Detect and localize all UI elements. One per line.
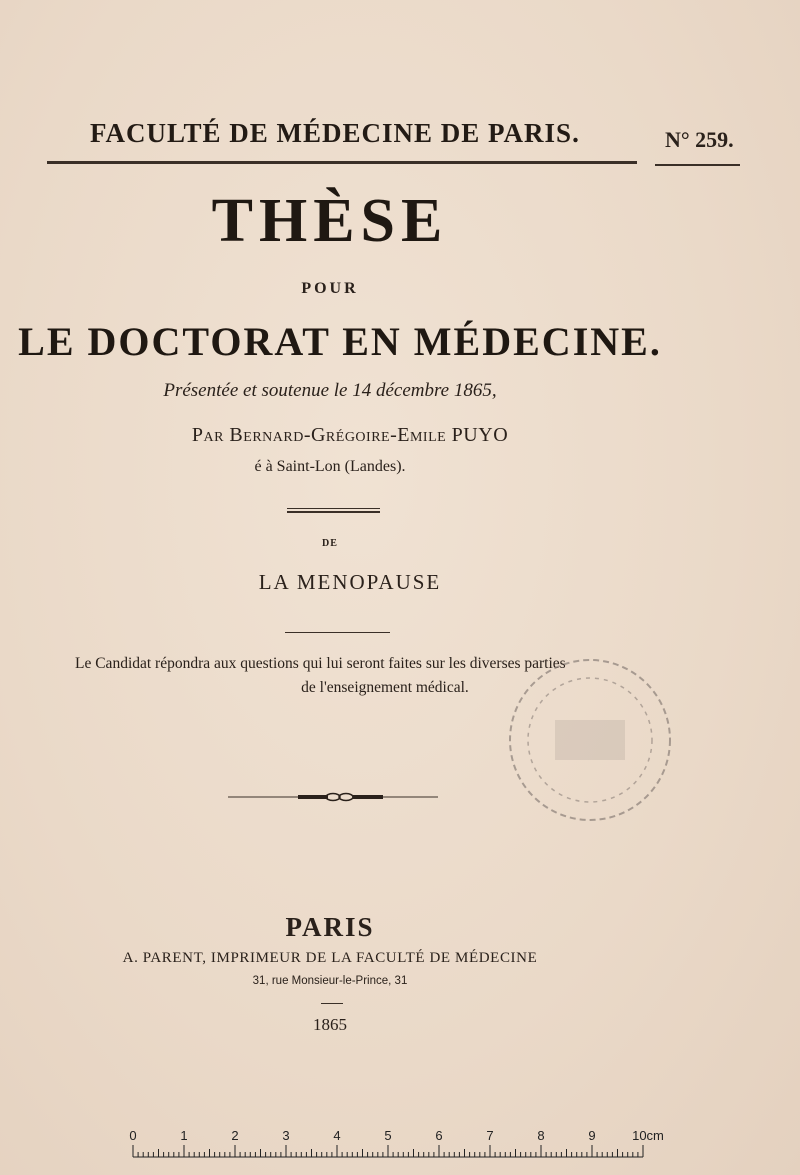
thesis-subject: LA MENOPAUSE: [258, 570, 442, 594]
presentation-date: Présentée et soutenue le 14 décembre 1865,: [163, 380, 497, 401]
ruler-label: 4: [333, 1128, 341, 1143]
thesis-number: N° 259.: [665, 127, 734, 152]
scale-ruler: [128, 1128, 664, 1158]
faculty-heading: FACULTÉ DE MÉDECINE DE PARIS.: [90, 118, 580, 148]
degree-title: LE DOCTORAT EN MÉDECINE.: [18, 319, 662, 364]
ruler-label: 6: [435, 1128, 443, 1143]
printer-address: 31, rue Monsieur-le-Prince, 31: [252, 975, 408, 987]
imprint-year: 1865: [313, 1015, 347, 1034]
ruler-label: 10cm: [632, 1128, 664, 1143]
printer-name: A. PARENT, IMPRIMEUR DE LA FACULTÉ DE MÉDECINE: [122, 950, 538, 966]
ruler-ticks: [128, 1144, 648, 1158]
notice-line-1: Le Candidat répondra aux questions qui lui seront faites sur les diverses parties: [75, 655, 566, 672]
subject-rule: [285, 632, 390, 633]
library-stamp: [495, 645, 685, 835]
author-birthplace: é à Saint-Lon (Landes).: [254, 458, 406, 475]
notice-line-2: de l'enseignement médical.: [301, 679, 469, 696]
pour-label: POUR: [301, 280, 359, 297]
ruler-label: 7: [486, 1128, 494, 1143]
imprint-city: PARIS: [285, 912, 375, 942]
separator-rule-thick: [287, 511, 380, 513]
number-rule: [655, 164, 740, 166]
ornamental-rule: [228, 792, 438, 802]
ruler-label: 8: [537, 1128, 545, 1143]
ruler-label: 1: [180, 1128, 188, 1143]
separator-rule: [287, 508, 380, 509]
ruler-label: 2: [231, 1128, 239, 1143]
year-dash: [321, 1003, 343, 1004]
thesis-title: THÈSE: [211, 187, 449, 255]
author-line: Par Bernard-Grégoire-Emile PUYO: [191, 424, 509, 446]
header-rule: [47, 161, 637, 164]
ruler-label: 3: [282, 1128, 290, 1143]
ruler-label: 9: [588, 1128, 596, 1143]
ruler-label: 0: [129, 1128, 137, 1143]
ruler-label: 5: [384, 1128, 392, 1143]
de-label: DE: [322, 538, 338, 549]
